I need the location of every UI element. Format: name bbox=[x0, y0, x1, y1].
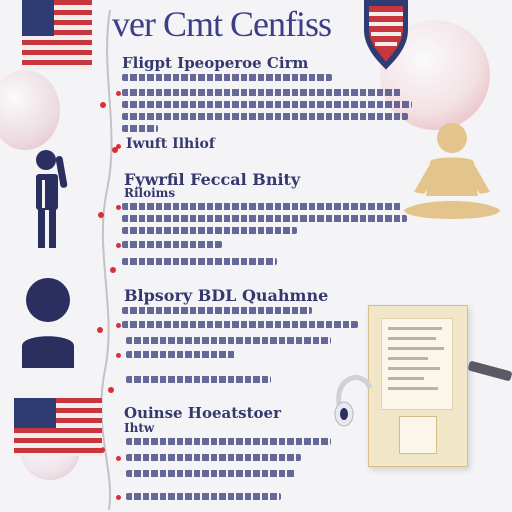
bullet-dot bbox=[116, 353, 121, 358]
section-subheading: Riloims bbox=[124, 186, 176, 200]
section-heading: Iwuft Ilhiof bbox=[126, 136, 215, 152]
text-line bbox=[126, 351, 236, 358]
section-heading: Blpsory BDL Quahmne bbox=[124, 286, 329, 305]
text-line bbox=[122, 258, 277, 265]
text-line bbox=[126, 337, 331, 344]
text-line bbox=[122, 203, 402, 210]
flag-icon bbox=[14, 398, 102, 456]
bullet-dot bbox=[116, 456, 121, 461]
text-line bbox=[122, 113, 408, 120]
section-heading: Fligpt Ipeoperoe Cirm bbox=[122, 54, 309, 72]
text-line bbox=[126, 376, 271, 383]
bullet-dot bbox=[116, 323, 121, 328]
meditation-icon bbox=[400, 118, 505, 230]
bullet-dot bbox=[116, 243, 121, 248]
section-subheading: Ihtw bbox=[124, 421, 155, 435]
text-line bbox=[122, 227, 297, 234]
text-line bbox=[122, 215, 407, 222]
text-line bbox=[122, 241, 222, 248]
text-line bbox=[126, 470, 296, 477]
bullet-dot bbox=[116, 91, 121, 96]
text-line bbox=[122, 125, 158, 132]
document-icon bbox=[368, 305, 468, 467]
headphones-icon bbox=[332, 368, 374, 428]
section-heading: Ouinse Hoeatstoer bbox=[124, 404, 281, 422]
text-line bbox=[122, 101, 412, 108]
section-heading: Fywrfil Feccal Bnity bbox=[124, 170, 301, 189]
text-line bbox=[126, 454, 301, 461]
text-line bbox=[126, 438, 331, 445]
bullet-dot bbox=[116, 205, 121, 210]
person-waving-icon bbox=[30, 148, 72, 250]
text-line bbox=[122, 89, 402, 96]
page-title: ver Cmt Cenfiss bbox=[112, 4, 331, 44]
bullet-dot bbox=[116, 144, 121, 149]
shield-flag-icon bbox=[360, 0, 412, 72]
text-line bbox=[126, 493, 281, 500]
person-avatar-icon bbox=[20, 278, 76, 368]
flag-icon bbox=[22, 0, 92, 70]
bullet-dot bbox=[116, 495, 121, 500]
decorative-balloon bbox=[0, 70, 60, 150]
text-line bbox=[122, 307, 312, 314]
pen-icon bbox=[466, 352, 512, 392]
text-line bbox=[122, 74, 332, 81]
text-line bbox=[122, 321, 358, 328]
